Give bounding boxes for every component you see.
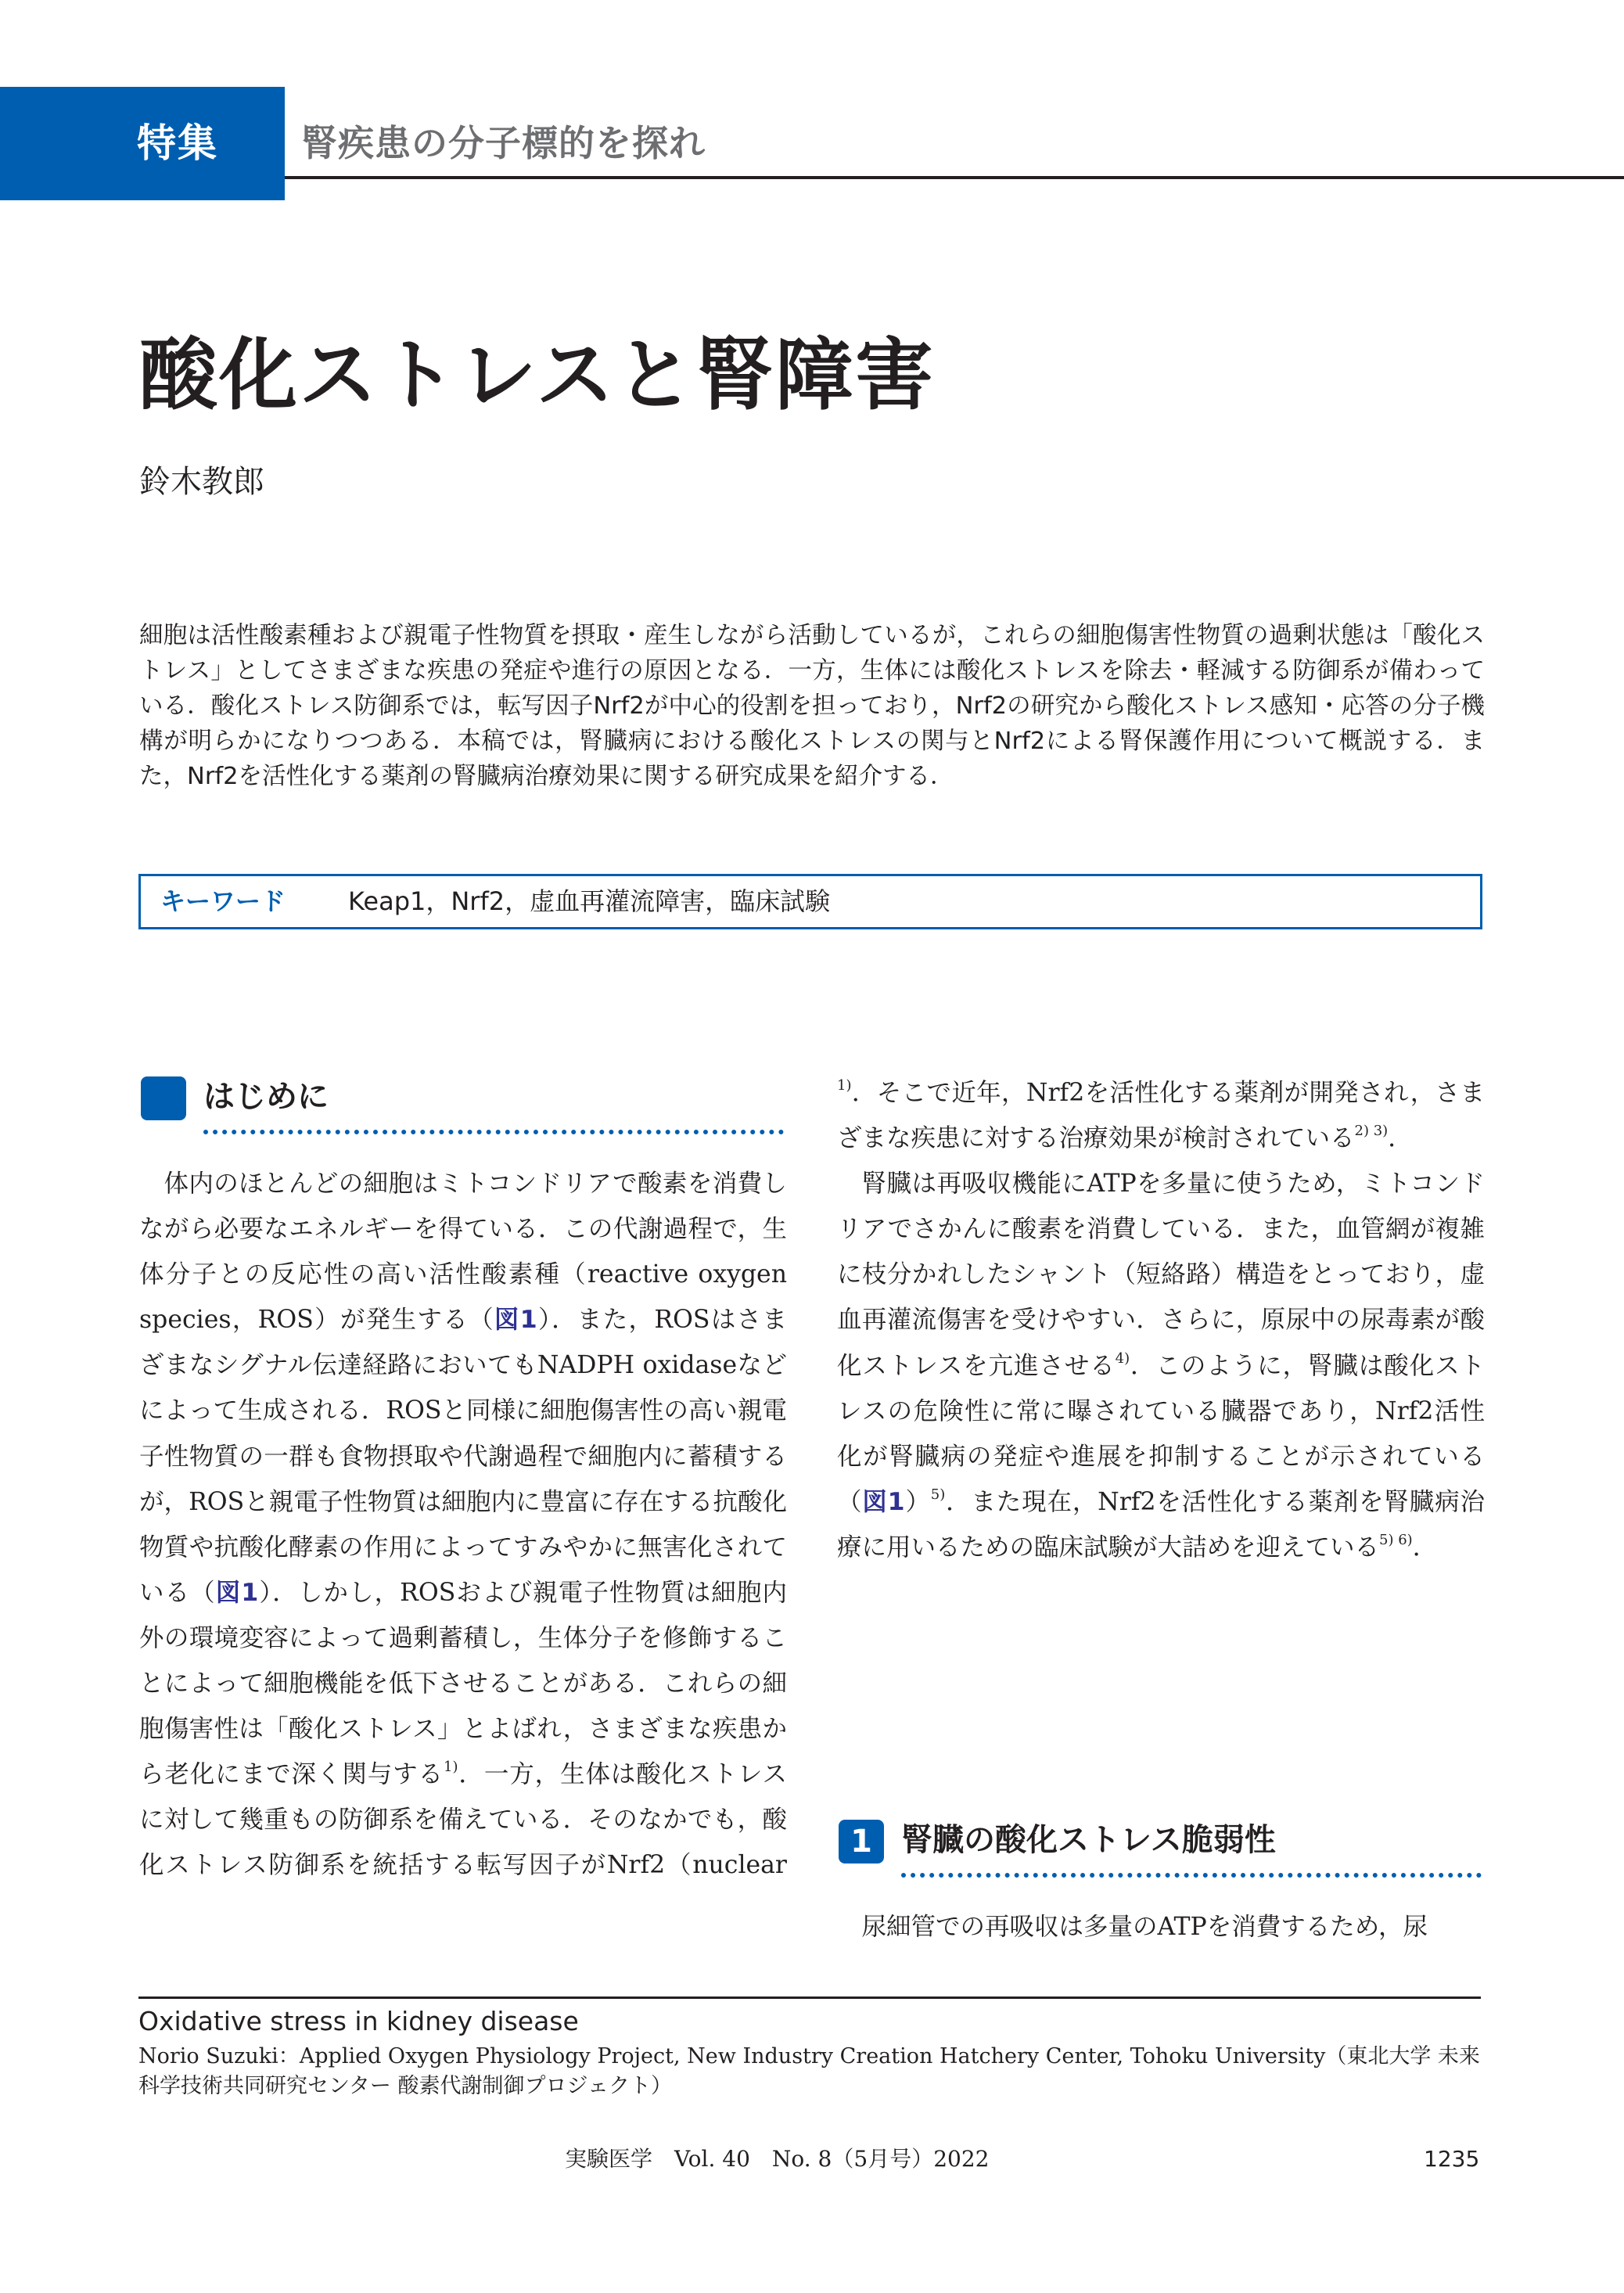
figure-link[interactable]: 図1 [862, 1487, 905, 1516]
paragraph: 尿細管での再吸収は多量のATPを消費するため，尿 [861, 1913, 1428, 1941]
text-run: 体内のほとんどの細胞はミトコンドリアで酸素を消費しながら必要なエネルギーを得ている．この代謝過程で，生体分子との反応性の高い活性酸素種（reactive oxygen species，ROS）が発生する（ [139, 1170, 787, 1335]
footer-rule [138, 1996, 1481, 1999]
text-run: ．このように，腎臓は酸化ストレスの危険性に常に曝されている臓器であり，Nrf2活性化が腎臓病の発症や進展を抑制することが示されている（ [837, 1351, 1485, 1516]
keywords-label: キーワード [160, 886, 286, 916]
section-dotted-rule [901, 1868, 1482, 1878]
reference-link[interactable]: 4) [1115, 1350, 1130, 1367]
left-column [139, 1161, 787, 1889]
reference-link[interactable]: 1) [837, 1077, 852, 1094]
section-number-icon: 1 [839, 1820, 884, 1864]
text-run: ） [904, 1487, 931, 1516]
abstract-text: 細胞は活性酸素種および親電子性物質を摂取・産生しながら活動しているが，これらの細胞傷害性物質の過剰状態は「酸化ストレス」としてさまざまな疾患の発症や進行の原因となる．一方，生体には酸化ストレスを除去・軽減する防御系が備わっている．酸化ストレス防御系では，転写因子Nrf2が中心的役割を担っており，Nrf2の研究から酸化ストレス感知・応答の分子機構が明らかになりつつある．本稿では，腎臓病における酸化ストレスの関与とNrf2による腎保護作用について概説する．また，Nrf2を活性化する薬剤の腎臓病治療効果に関する研究成果を紹介する． [139, 622, 1485, 790]
reference-link[interactable]: 5) [930, 1486, 946, 1503]
keywords-box [138, 874, 1482, 929]
section-title: はじめに [203, 1079, 329, 1115]
author-affiliation: Norio Suzuki：Applied Oxygen Physiology Project, New Industry Creation Hatchery Center, Tohoku University（東北大学 未来科学技術共同研究センター 酸素代謝制御プロジェクト） [138, 2044, 1480, 2098]
figure-link[interactable]: 図1 [215, 1578, 259, 1607]
text-run: ． [1412, 1533, 1438, 1562]
section-1-body [837, 1904, 1485, 1950]
text-run: ．一方，生体は酸化ストレスに対して幾重もの防御系を備えている．そのなかでも，酸化ストレス防御系を統括する転写因子がNrf2（nuclear [139, 1760, 787, 1880]
figure-link[interactable]: 図1 [494, 1306, 537, 1335]
paragraph [139, 1161, 787, 1889]
text-run: 腎臓は再吸収機能にATPを多量に使うため，ミトコンドリアでさかんに酸素を消費している．また，血管網が複雑に枝分かれしたシャント（短絡路）構造をとっており，虚血再灌流傷害を受けやすい．さらに，原尿中の尿毒素が酸化ストレスを亢進させる [837, 1170, 1485, 1380]
text-run: ．そこで近年，Nrf2を活性化する薬剤が開発され，さまざまな疾患に対する治療効果が検討されている [837, 1079, 1485, 1153]
text-run: ）．しかし，ROSおよび親電子性物質は細胞内外の環境変容によって過剰蓄積し，生体分子を修飾することによって細胞機能を低下させることがある．これらの細胞傷害性は「酸化ストレス」とよばれ，さまざまな疾患から老化にまで深く関与する [139, 1578, 787, 1789]
reference-link[interactable]: 1) [444, 1759, 458, 1776]
header-rule [285, 176, 1624, 179]
section-heading-intro [141, 1073, 789, 1136]
author-name: 鈴木教郎 [139, 464, 264, 500]
abstract [139, 618, 1485, 794]
section-heading-1 [839, 1817, 1486, 1879]
text-run: ．また現在，Nrf2を活性化する薬剤を腎臓病治療に用いるための臨床試験が大詰めを迎えている [837, 1487, 1485, 1562]
feature-label: 特集 [137, 120, 218, 166]
feature-title: 腎疾患の分子標的を探れ [301, 122, 706, 164]
english-title: Oxidative stress in kidney disease [138, 2006, 579, 2036]
journal-info: 実験医学 Vol. 40 No. 8（5月号）2022 [565, 2146, 990, 2172]
page-number: 1235 [1424, 2146, 1480, 2172]
reference-link[interactable]: 5) 6) [1379, 1531, 1413, 1548]
keywords-text: Keap1，Nrf2，虚血再灌流障害，臨床試験 [348, 886, 831, 916]
section-marker-icon [141, 1076, 186, 1120]
paragraph-continued [837, 1070, 1485, 1161]
paragraph [837, 1161, 1485, 1570]
section-title: 腎臓の酸化ストレス脆弱性 [901, 1822, 1276, 1858]
text-run: ． [1388, 1124, 1413, 1153]
article-title: 酸化ストレスと腎障害 [139, 329, 935, 421]
section-dotted-rule [203, 1125, 784, 1134]
right-column [837, 1070, 1485, 1570]
text-run: ）．また，ROSはさまざまなシグナル伝達経路においてもNADPH oxidaseなどによって生成される．ROSと同様に細胞傷害性の高い親電子性物質の一群も食物摂取や代謝過程で細胞内に蓄積するが，ROSと親電子性物質は細胞内に豊富に存在する抗酸化物質や抗酸化酵素の作用によってすみやかに無害化されている（ [139, 1306, 787, 1607]
reference-link[interactable]: 2) 3) [1354, 1123, 1389, 1140]
